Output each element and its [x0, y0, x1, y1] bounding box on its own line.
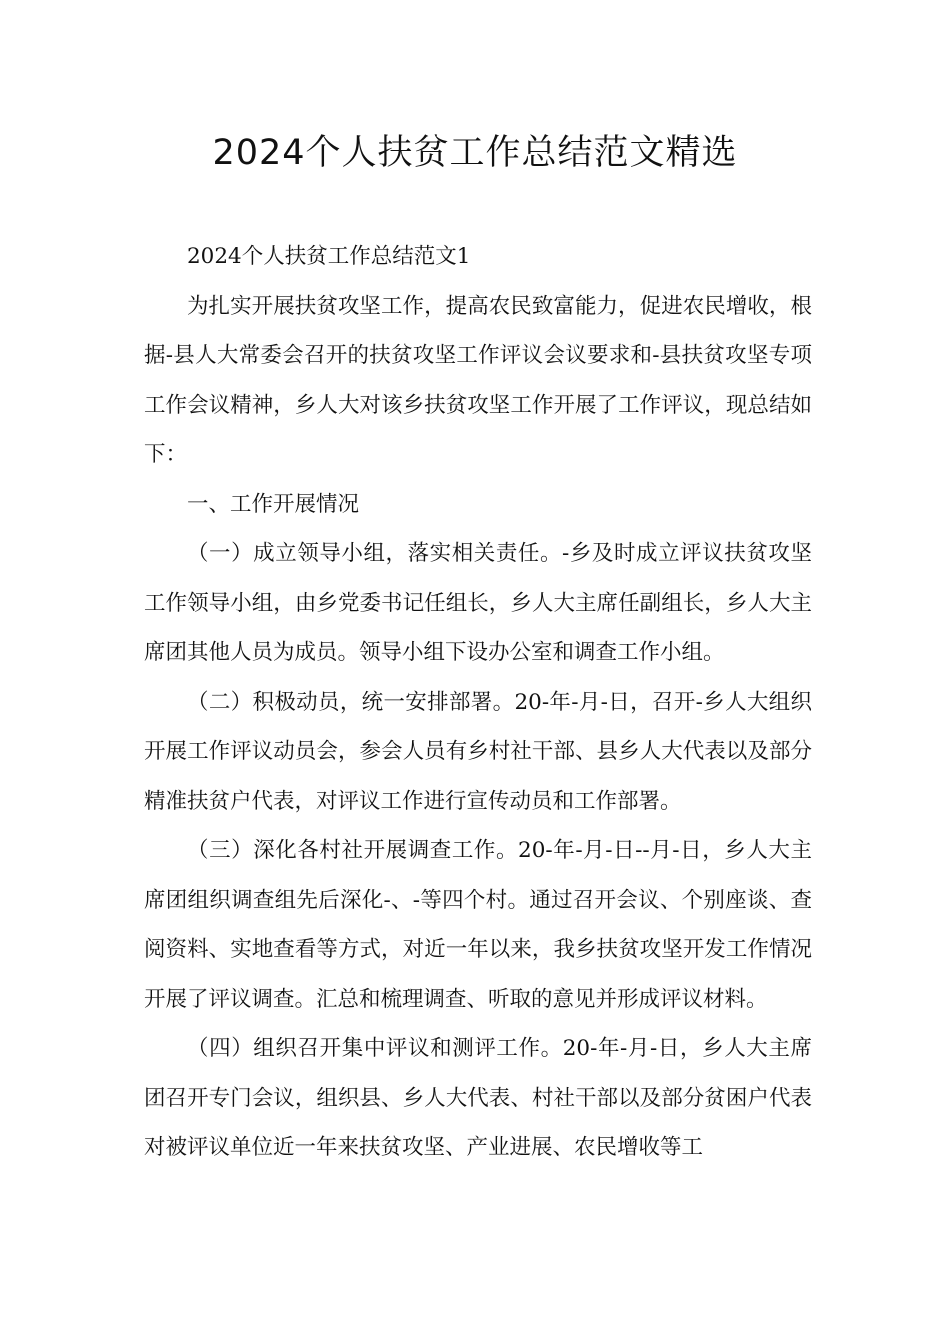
document-title: 2024个人扶贫工作总结范文精选 — [212, 133, 738, 173]
intro-paragraph: 为扎实开展扶贫攻坚工作，提高农民致富能力，促进农民增收，根据-县人大常委会召开的扶贫攻坚工作评议会议要求和-县扶贫攻坚专项工作会议精神，乡人大对该乡扶贫攻坚工作开展了工作评议，现总结如下： — [144, 293, 812, 467]
body-paragraph: （三）深化各村社开展调查工作。20-年-月-日--月-日，乡人大主席团组织调查组先后深化-、-等四个村。通过召开会议、个别座谈、查阅资料、实地查看等方式，对近一年以来，我乡扶贫攻坚开发工作情况开展了评议调查。汇总和梳理调查、听取的意见并形成评议材料。 — [144, 838, 812, 1012]
body-paragraph: （一）成立领导小组，落实相关责任。-乡及时成立评议扶贫攻坚工作领导小组，由乡党委书记任组长，乡人大主席任副组长，乡人大主席团其他人员为成员。领导小组下设办公室和调查工作小组。 — [144, 541, 812, 665]
document-body — [144, 232, 812, 1173]
section-heading: 一、工作开展情况 — [187, 491, 360, 517]
body-paragraph: （四）组织召开集中评议和测评工作。20-年-月-日，乡人大主席团召开专门会议，组织县、乡人大代表、村社干部以及部分贫困户代表对被评议单位近一年来扶贫攻坚、产业进展、农民增收等工 — [144, 1036, 812, 1160]
body-paragraph: （二）积极动员，统一安排部署。20-年-月-日，召开-乡人大组织开展工作评议动员会，参会人员有乡村社干部、县乡人大代表以及部分精准扶贫户代表，对评议工作进行宣传动员和工作部署。 — [144, 689, 812, 814]
subtitle-paragraph: 2024个人扶贫工作总结范文1 — [187, 244, 471, 269]
